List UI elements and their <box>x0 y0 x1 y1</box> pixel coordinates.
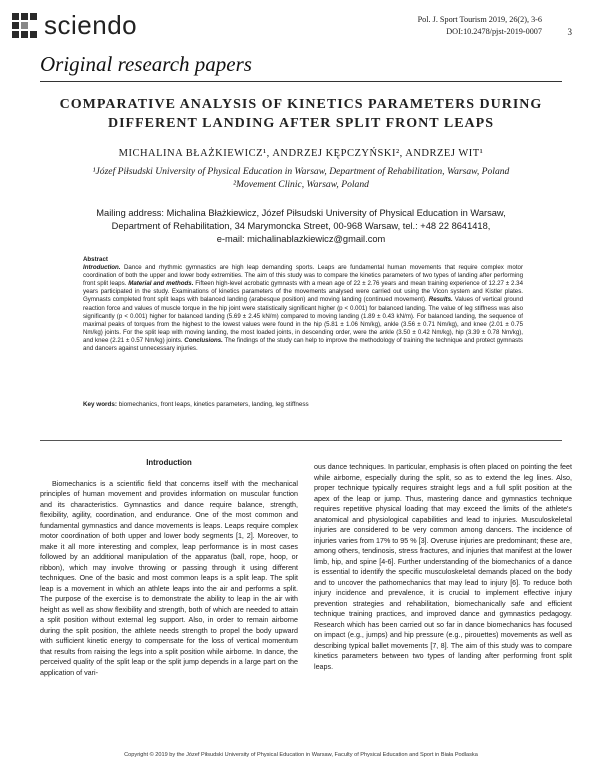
mailing-address <box>40 207 562 246</box>
logo-text: sciendo <box>44 10 138 40</box>
abstract-methods: Fifteen high-level acrobatic gymnasts with a mean age of 22 ± 2.76 years and mean training experience of 12.27 ± 2.34 years participated in the study. Examinations of kinetics parameters of the movements analysed were carried out using the Vicon system and Kistler plates. Gymnasts completed front split leaps with balanced landing (arabesque position) and moving landing (continued movement). <box>83 280 523 304</box>
abstract-intro: Dance and rhythmic gymnastics are high leap demanding sports. Leaps are fundamental human movements that require complex motor coordination of both the upper and lower body extremities. The aim of this study was to compare the kinetics parameters of two types of landing after performing front split leaps. <box>83 264 523 288</box>
affiliation-1: ¹Józef Piłsudski University of Physical Education in Warsaw, Department of Rehabilitation, Warsaw, Poland <box>92 166 510 177</box>
keywords-list: biomechanics, front leaps, kinetics parameters, landing, leg stiffness <box>116 401 309 408</box>
abstract-results-heading: Results. <box>428 296 453 304</box>
journal-line-2: DOI:10.2478/pjst-2019-0007 <box>446 27 542 36</box>
copyright-footer: Copyright © 2019 by the Józef Piłsudski University of Physical Education in Warsaw, Faculty of Physical Education and Sport in Biała Podlaska <box>124 752 478 758</box>
abstract-conclusions-heading: Conclusions. <box>184 336 223 344</box>
journal-line-1: Pol. J. Sport Tourism 2019, 26(2), 3-6 <box>417 15 542 24</box>
abstract-results: Values of vertical ground reaction force and values of muscle torque in the hip joint were statistically significant higher (p < 0.001) for balanced landing. The value of leg stiffness was also significantly (p < 0.001) higher for balanced landing (5.69 ± 2.45 kN/m) compared to moving landing (1.89 ± 0.43 kN/m). For balanced landing, the sequence of maximal peaks of torques from the highest to the lowest values were found in the hip (5.81 ± 1.06 Nm/kg), ankle (3.56 ± 0.71 Nm/kg), and knee (2.01 ± 0.75 Nm/kg) joints. For the split leap with moving landing, the most loaded joints, in descending order, were the ankle (3.50 ± 0.42 Nm/kg), hip (3.39 ± 0.78 Nm/kg), and knee (2.21 ± 0.57 Nm/kg) joints. <box>83 296 523 344</box>
mailing-line-2: Department of Rehabilitation, 34 Marymoncka Street, 00-968 Warsaw, tel.: +48 22 8641418, <box>111 221 491 231</box>
authors: MICHALINA BŁAŻKIEWICZ¹, ANDRZEJ KĘPCZYŃSKI², ANDRZEJ WIT¹ <box>118 148 484 159</box>
abstract-methods-heading: Material and methods. <box>128 280 194 288</box>
keywords-label: Key words: <box>83 401 117 408</box>
abstract-body <box>83 264 523 353</box>
article-title: COMPARATIVE ANALYSIS OF KINETICS PARAMETERS DURING DIFFERENT LANDING AFTER SPLIT FRONT LEAPS <box>59 97 543 131</box>
introduction-paragraph-1: Biomechanics is a scientific field that concerns itself with the mechanical principles of human movement and provides information on muscular function and its characteristics. Gymnastics and dance require balance, strength, flexibility, agility, coordination, and endurance. One of the most common and fundamental gymnastics and dance movements is leaps. Leaps require complex motor coordination of both upper and lower body segments [1, 2]. Moreover, to make it all more interesting and complex, leap performance is in most cases followed by an additional manipulation of the apparatus (ball, rope, hoop, or ribbon), which may involve throwing or passing through it using different techniques. One of the basic and most common leaps is a split leap. The split leap is a movement in which an athlete leaps into the air and performs a split. The purpose of the exercise is to demonstrate the ability to leap in the air with height as well as show flexibility and strength, both of which are needed to attain a split position without external leg support. Also, in order to remain airborne during the split position, the athlete needs strength to propel the body upward with sufficient kinetic energy to compensate for the loss of vertical momentum that results from raising the legs into a split position while airborne. In dance, the perceived quality of the split leap or the split jump depends in a large part on the application of vari- <box>40 479 298 677</box>
abstract-intro-heading: Introduction. <box>83 264 121 272</box>
header-rule <box>40 81 562 82</box>
section-label: Original research papers <box>40 52 252 76</box>
affiliation-2: ²Movement Clinic, Warsaw, Poland <box>233 179 369 190</box>
abstract-conclusions: The findings of the study can help to improve the methodology of training the technique and protect gymnasts and dancers against unnecessary injuries. <box>83 336 524 353</box>
abstract <box>83 256 523 353</box>
journal-citation <box>418 14 542 38</box>
mailing-email[interactable]: e-mail: michalinablazkiewicz@gmail.com <box>216 234 386 244</box>
abstract-heading: Abstract <box>83 256 108 263</box>
body-column-left <box>40 458 298 678</box>
affiliations <box>40 165 562 191</box>
introduction-heading: Introduction <box>146 458 192 467</box>
mailing-line-1: Mailing address: Michalina Błażkiewicz, Józef Piłsudski University of Physical Education in Warsaw, <box>96 208 506 218</box>
keywords <box>83 401 523 408</box>
abstract-rule <box>40 440 562 441</box>
sciendo-logo-icon <box>12 13 38 39</box>
page-number: 3 <box>567 27 572 37</box>
body-column-right <box>314 462 572 672</box>
introduction-paragraph-2: ous dance techniques. In particular, emphasis is often placed on pointing the feet while airborne, especially during the split, so as to extend the leg lines. Also, proper technique typically requires straight legs and a full split position at the apex of the leap or jump. Thus, mastering dance and gymnastics technique requires repetitive physical loading that may exceed the limits of the athlete's anatomical and physiological capabilities and lead to injuries. Musculoskeletal injuries are considered to be very common among dancers. The incidence of injuries varies from 17% to 95 % [3]. Overuse injuries are predominant; these are, among others, tendinosis, stress fractures, and injuries that manifest at the lower limb, hip, and spine [4-6]. Further understanding of the biomechanics of a dance is essential to identify the specific musculoskeletal demands placed on the body and to uncover the pathomechanics that may lead to injury [6]. To reduce both injury incidence and prevalence, it is crucial to implement effective injury prevention strategies and rehabilitation, biomechanically safe and efficient technique training practices, and improved dance and gymnastics pedagogy. Research which has been carried out so far in dance biomechanics has focused on impact (e.g., jumps) and hip pressure (e.g., pirouettes) movements as well as describing typical ballet movements [7, 8]. The aim of this study was to compare kinetics parameters between two types of landing after performing front split leaps. <box>314 463 572 671</box>
publisher-logo <box>12 10 137 41</box>
